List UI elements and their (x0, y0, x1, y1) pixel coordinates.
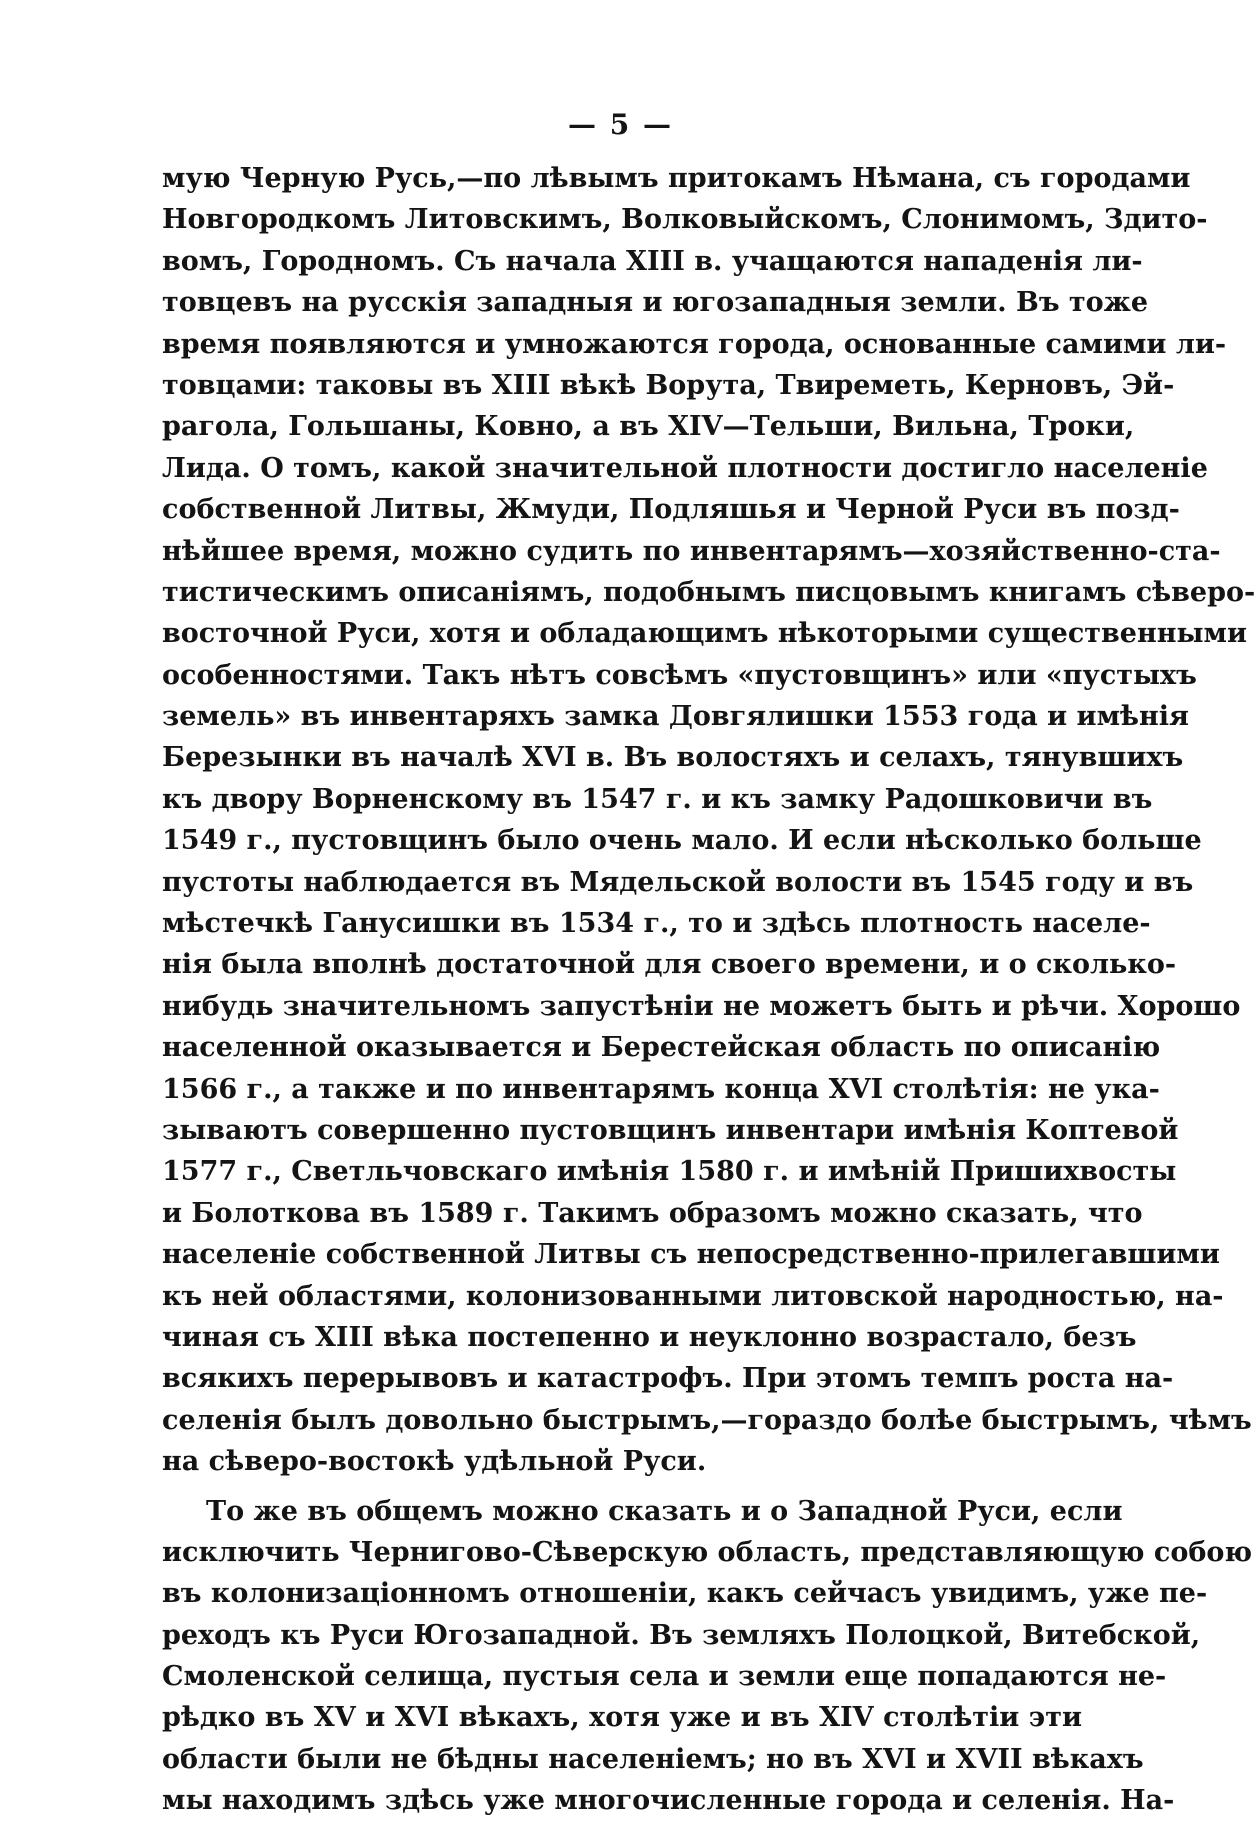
text-line: То же въ общемъ можно сказать и о Западной Руси, если (206, 1495, 1123, 1527)
text-line: на сѣверо-востокѣ удѣльной Руси. (162, 1446, 707, 1478)
text-line: Березынки въ началѣ XVI в. Въ волостяхъ и селахъ, тянувшихъ (162, 742, 1184, 774)
text-line: къ двору Ворненскому въ 1547 г. и къ замку Радошковичи въ (162, 783, 1153, 815)
text-line: зываютъ совершенно пустовщинъ инвентари имѣнія Коптевой (162, 1114, 1179, 1146)
text-line: исключить Черниговo-Сѣверскую область, представляющую собою (162, 1536, 1253, 1568)
paragraph-gap (162, 1483, 1082, 1491)
text-line: нія была вполнѣ достаточной для своего времени, и о сколько- (162, 949, 1177, 981)
text-line: Лида. О томъ, какой значительной плотности достигло населеніе (162, 452, 1208, 484)
text-line: пустоты наблюдается въ Мядельской волости въ 1545 году и въ (162, 866, 1194, 898)
text-line: 1577 г., Светльчовскаго имѣнія 1580 г. и имѣній Пришихвосты (162, 1156, 1177, 1188)
text-line: особенностями. Такъ нѣтъ совсѣмъ «пустовщинъ» или «пустыхъ (162, 659, 1197, 691)
text-line: Смоленской селища, пустыя села и земли еще попадаются не- (162, 1661, 1167, 1693)
text-line: населеніе собственной Литвы съ непосредственно-прилегавшими (162, 1239, 1220, 1271)
text-line: къ ней областями, колонизованными литовской народностью, на- (162, 1280, 1224, 1312)
text-line: 1549 г., пустовщинъ было очень мало. И если нѣсколько больше (162, 825, 1202, 857)
text-line: области были не бѣдны населеніемъ; но въ XVI и XVII вѣкахъ (162, 1743, 1144, 1775)
body-text (162, 158, 1255, 1822)
text-line: Новгородкомъ Литовскимъ, Волковыйскомъ, Слонимомъ, Здито- (162, 204, 1208, 236)
text-line: селенія былъ довольно быстрымъ,—гораздо болѣе быстрымъ, чѣмъ (162, 1404, 1252, 1436)
text-line: восточной Руси, хотя и обладающимъ нѣкоторыми существенными (162, 618, 1248, 650)
text-line: рѣдко въ XV и XVI вѣкахъ, хотя уже и въ XIV столѣтіи эти (162, 1702, 1082, 1734)
text-line: товцевъ на русскія западныя и югозападныя земли. Въ тоже (162, 287, 1149, 319)
text-line: мы находимъ здѣсь уже многочисленные города и селенія. На- (162, 1785, 1175, 1817)
text-line: тистическимъ описаніямъ, подобнымъ писцовымъ книгамъ сѣверо- (162, 576, 1255, 608)
text-line: собственной Литвы, Жмуди, Подляшья и Черной Руси въ позд- (162, 494, 1180, 526)
text-line: всякихъ перерывовъ и катастрофъ. При этомъ темпъ роста на- (162, 1363, 1174, 1395)
text-line: реходъ къ Руси Югозападной. Въ земляхъ Полоцкой, Витебской, (162, 1619, 1201, 1651)
text-line: время появляются и умножаются города, основанные самими ли- (162, 328, 1227, 360)
text-line: вомъ, Городномъ. Съ начала XIII в. учащаются нападенія ли- (162, 245, 1143, 277)
text-line: и Болоткова въ 1589 г. Такимъ образомъ можно сказать, что (162, 1197, 1143, 1229)
text-line: мѣстечкѣ Ганусишки въ 1534 г., то и здѣсь плотность населе- (162, 908, 1151, 940)
paragraph-2 (162, 1491, 1253, 1822)
text-line: 1566 г., а также и по инвентарямъ конца XVI столѣтія: не ука- (162, 1073, 1160, 1105)
text-line: нибудь значительномъ запустѣніи не можетъ быть и рѣчи. Хорошо (162, 990, 1241, 1022)
text-line: нѣйшее время, можно судить по инвентарямъ—хозяйственно-ста- (162, 535, 1221, 567)
paragraph-1 (162, 158, 1255, 1483)
page-number: — 5 — (568, 108, 673, 141)
text-line: рагола, Гольшаны, Ковно, а въ XIV—Тельши, Вильна, Троки, (162, 411, 1135, 443)
text-line: товцами: таковы въ XIII вѣкѣ Ворута, Твиреметь, Керновъ, Эй- (162, 369, 1175, 401)
text-line: мую Черную Русь,—по лѣвымъ притокамъ Нѣмана, съ городами (162, 163, 1191, 194)
text-line: въ колонизаціонномъ отношеніи, какъ сейчасъ увидимъ, уже пе- (162, 1578, 1208, 1610)
text-line: земель» въ инвентаряхъ замка Довгялишки 1553 года и имѣнія (162, 701, 1189, 733)
text-line: населенной оказывается и Берестейская область по описанію (162, 1032, 1161, 1064)
text-line: чиная съ XIII вѣка постепенно и неуклонно возрастало, безъ (162, 1321, 1137, 1353)
